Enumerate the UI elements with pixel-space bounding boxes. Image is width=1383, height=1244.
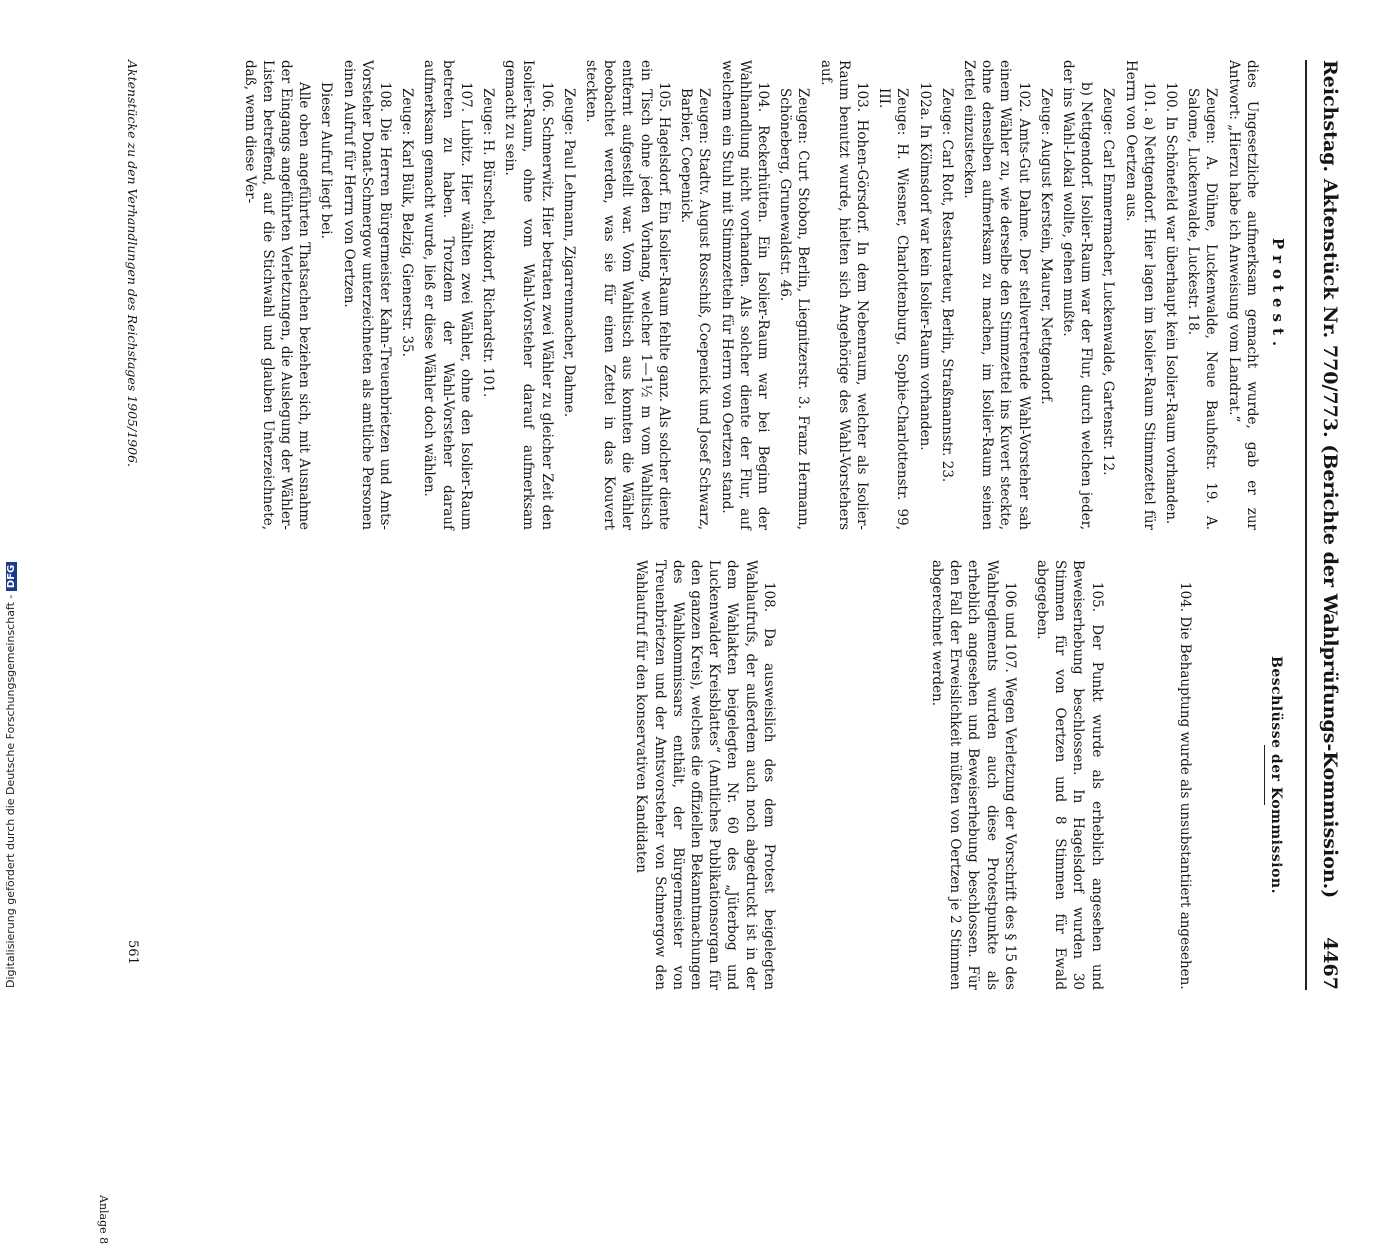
witness: Zeuge: Paul Lehmann, Zigarrenmacher, Dahme. [560, 88, 577, 418]
paragraph: 100. In Schönefeld war überhaupt kein Isolier-Raum vorhanden. [1162, 82, 1179, 525]
witness: Zeuge: H. Wiesner, Charlottenburg, Sophie-Charlottenstr. 99, III. [876, 88, 911, 530]
paragraph: 104. Reckerhütten. Ein Isolier-Raum war bei Beginn der Wahlhandlung nicht vorhanden. Als solcher diente der Flur, auf welchem ein Stuhl mit Stimmzetteln für Herrn von Oertzen stand. [718, 60, 771, 530]
paragraph: Dieser Aufruf liegt bei. [318, 82, 335, 239]
footer-text: Aktenstücke zu den Verhandlungen des Reichstages 1905/1906. [125, 60, 140, 468]
running-header [1305, 60, 1345, 990]
witness: Zeuge: Carl Emmermacher, Luckenwalde, Gartenstr. 12. [1100, 88, 1117, 476]
sheet-content [95, 40, 1345, 1244]
header-title: Reichstag. Aktenstück Nr. 770/773. (Berichte der Wahlprüfungs-Kommission.) [1319, 60, 1341, 899]
decision: 104. Die Behauptung wurde als unsubstantiiert angesehen. [1176, 582, 1193, 990]
commission-decisions-column [628, 560, 1285, 990]
witness: Zeuge: Karl Bülk, Belzig, Gienerstr. 35. [399, 88, 416, 357]
header-rule [1305, 60, 1307, 990]
paragraph: 101. a) Nettgendorf. Hier lagen im Isolier-Raum Stimmzettel für Herrn von Oertzen aus. [1122, 60, 1157, 530]
paragraph: Alle oben angeführten Thatsachen beziehen sich, mit Ausnahme der Eingangs angeführten Verletzungen, die Auslegung der Wähler-Listen betreffend, auf die Stichwahl und glauben Unterzeichnete, daß, wenn diese Ver- [241, 60, 313, 530]
witness: Zeugen: Stadtv. August Rosschiß, Coepenick und Josef Schwarz, Barbier, Coepenick. [678, 88, 713, 530]
paragraph: 103. Hohen-Görsdorf. In dem Nebenraum, welcher als Isolier-Raum benutzt wurde, hielten sich Angehörige des Wahl-Vorstehers auf. [817, 60, 870, 530]
paragraph: 107. Lubitz. Hier wählten zwei Wähler, ohne den Isolier-Raum betreten zu haben. Trotzdem der Wahl-Vorsteher darauf aufmerksam gemacht wurde, ließ er diese Wähler doch wählen. [421, 60, 474, 530]
watermark-text: Digitalisierung gefördert durch die Deutsche Forschungsgemeinschaft - [4, 594, 17, 988]
paragraph: 102a. In Kölmsdorf war kein Isolier-Raum vorhanden. [916, 82, 933, 451]
dfg-logo: DFG [6, 562, 17, 591]
footer-page-number: 561 [125, 940, 140, 965]
decision: 105. Der Punkt wurde als erheblich angesehen und Beweiserhebung beschlossen. In Hagelsdorf wurden 30 Stimmen für von Oertzen und 8 Stimmen für Ewald abgegeben. [1033, 560, 1105, 990]
paragraph: 108. Die Herren Bürgermeister Kahn-Treuenbrietzen und Amts-Vorsteher Donat-Schmergow unterzeichneten als amtliche Personen einen Aufruf für Herrn von Oertzen. [340, 60, 394, 530]
paragraph: dies Ungesetzliche aufmerksam gemacht wurde, gab er zur Antwort: „Hierzu habe ich Anweisung vom Landrat.“ [1225, 60, 1260, 530]
rotated-sheet [95, 40, 1345, 1244]
paragraph: 106. Schmerwitz. Hier betraten zwei Wähler zu gleicher Zeit den Isolier-Raum, ohne vom Wahl-Vorsteher darauf aufmerksam gemacht zu sein. [502, 60, 555, 530]
protest-column [236, 60, 1285, 530]
witness: Zeugen: A. Dühne, Luckenwalde, Neue Bauhofstr. 19. A. Salome, Luckenwalde, Luckestr. 18. [1185, 88, 1220, 530]
decision: 108. Da ausweislich des dem Protest beigelegten Wahlaufrufs, der außerdem auch noch abgedruckt ist in der dem Wahlakten beigelegten Nr. 60 des „Jüterbog und Luckenwalder Kreisblattes“ (Amtliches Publikationsorgan für den ganzen Kreis), welches die offiziellen Bekanntmachungen des Wahlkommissars enthält, der Bürgermeister von Treuenbrietzen und der Amtsvorsteher von Schmergow den Wahlaufruf für den konservativen Kandidaten [633, 560, 777, 990]
paragraph: b) Nettgendorf. Isolier-Raum war der Flur, durch welchen jeder, der ins Wahl-Lokal wollte, gehen mußte. [1059, 60, 1095, 530]
witness: Zeugen: Curt Stobon, Berlin, Liegnitzerstr. 3. Franz Hermann, Schöneberg, Grunewaldstr. 46. [777, 88, 812, 530]
title-rule [1264, 745, 1265, 805]
digitization-watermark [4, 559, 17, 988]
decision: 106 und 107. Wegen Verletzung der Vorschrift des § 15 des Wahlreglements wurden auch diese Protestpunkte als erheblich angesehen und Beweiserhebung beschlossen. Für den Fall der Erweislichkeit müßten von Oertzen je 2 Stimmen abgerechnet werden. [928, 560, 1018, 990]
witness: Zeuge: H. Bürschel, Rixdorf, Richardstr. 101. [480, 88, 497, 398]
witness: Zeuge: Carl Rott, Restaurateur, Berlin, Straßmannstr. 23. [938, 88, 955, 483]
protest-title: Protest. [1269, 237, 1287, 353]
paragraph: 105. Hagelsdorf. Ein Isolier-Raum fehlte ganz. Als solcher diente ein Tisch ohne jeden Vorhang, welcher 1—1½ m vom Wahltisch entfernt aufgestellt war. Vom Wahltisch aus konnten die Wähler beobachtet werden, was sie für einen Zettel in das Kouvert steckten. [583, 60, 672, 530]
header-page-number: 4467 [1319, 937, 1341, 990]
witness: Zeuge: August Kerstein, Maurer, Nettgendorf. [1037, 88, 1054, 405]
margin-note: Anlage 8 [97, 1195, 110, 1244]
paragraph: 102. Amts-Gut Dahme. Der stellvertretende Wahl-Vorsteher sah einem Wähler zu, wie derselbe den Stimmzettel ins Kuvert steckte, ohne denselben aufmerksam zu machen, im Isolier-Raum seinen Zettel einzustecken. [960, 60, 1032, 530]
commission-title: Beschlüsse der Kommission. [1268, 656, 1284, 894]
